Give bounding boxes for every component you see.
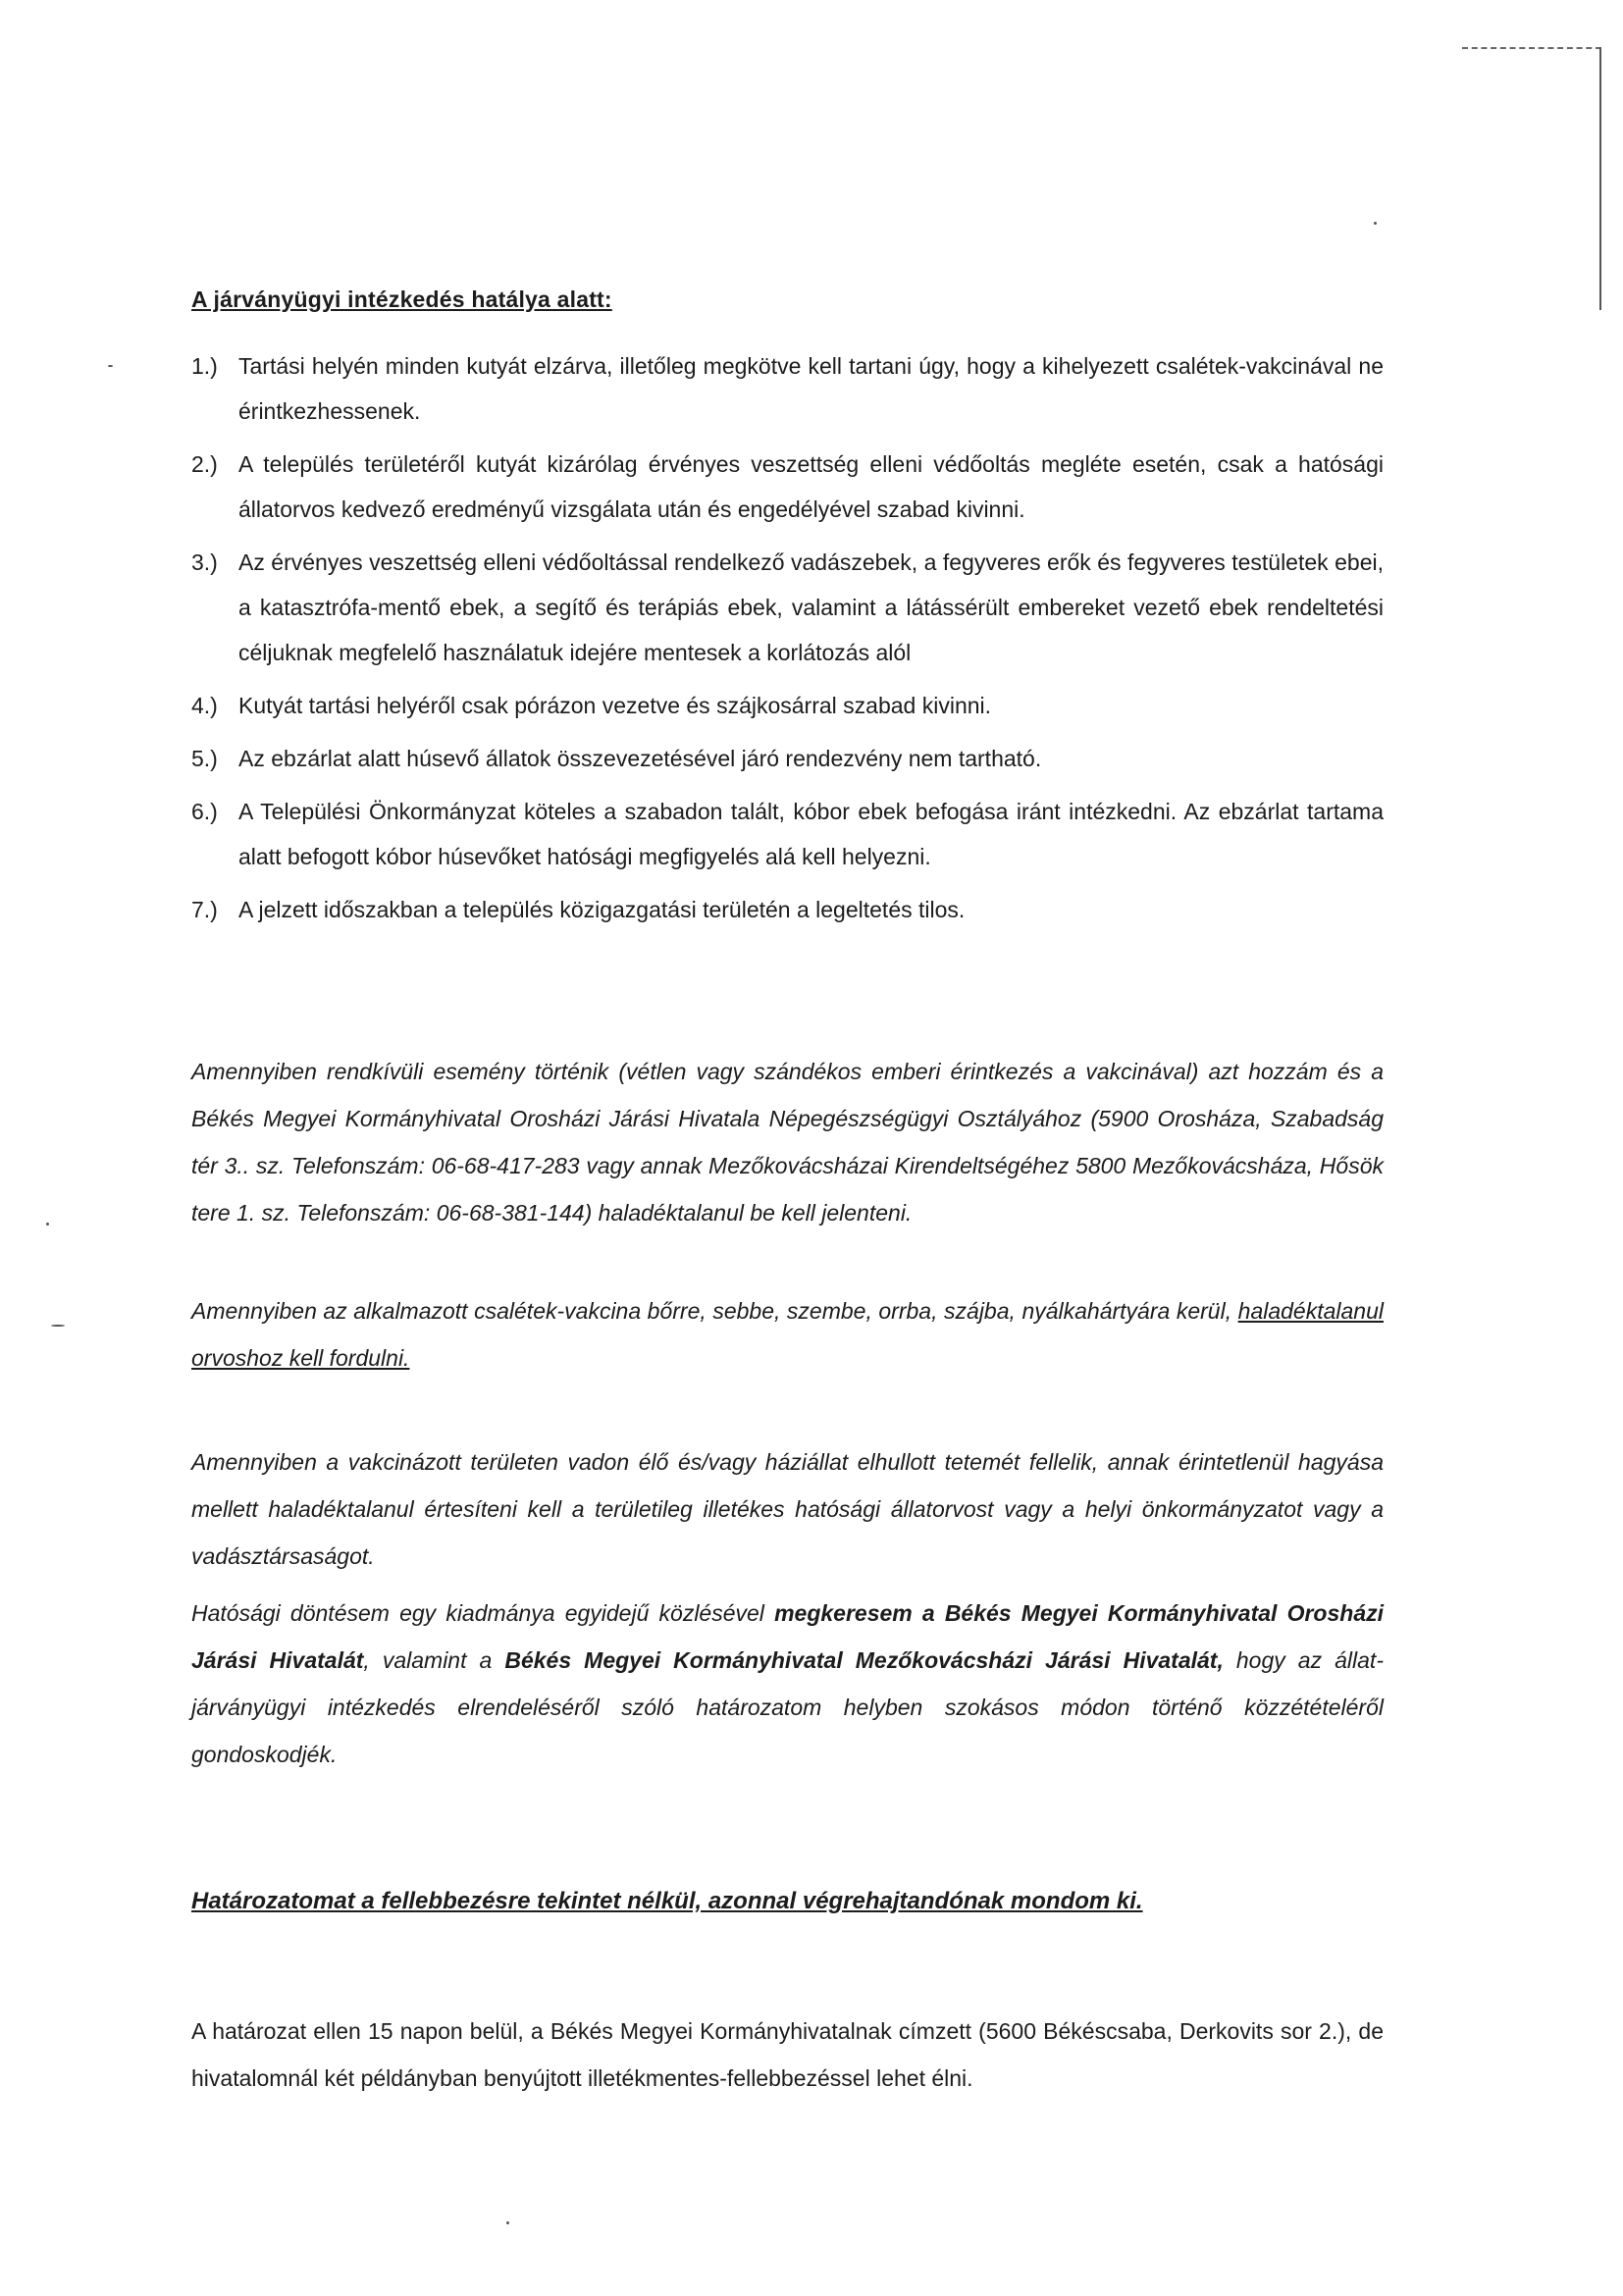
scan-speck — [51, 1325, 65, 1327]
item-number: 1.) — [191, 353, 218, 379]
notice-authority-1: megkeresem a Békés Megyei Kormányhivatal Orosházi Járási Hivatalát — [191, 1600, 1384, 1673]
notice-paragraph — [191, 1590, 1384, 1778]
scan-edge-mark — [1599, 47, 1601, 310]
scan-corner-mark — [1462, 47, 1601, 49]
list-item — [191, 683, 1384, 728]
list-item — [191, 540, 1384, 675]
item-number: 5.) — [191, 746, 218, 771]
item-text: Tartási helyén minden kutyát elzárva, illetőleg megkötve kell tartani úgy, hogy a kihelyezett csalétek-vakcinával ne érintkezhessenek. — [238, 353, 1384, 424]
item-number: 4.) — [191, 693, 218, 718]
list-item — [191, 887, 1384, 932]
section-heading: A járványügyi intézkedés hatálya alatt: — [191, 287, 612, 312]
item-number: 6.) — [191, 799, 218, 824]
appeal-paragraph: A határozat ellen 15 napon belül, a Békés Megyei Kormányhivatalnak címzett (5600 Békéscsaba, Derkovits sor 2.), de hivatalomnál két példányban benyújtott illetékmentes-fellebbezéssel lehet élni. — [191, 2018, 1384, 2091]
notice-text: hogy az állat-járványügyi intézkedés elrendeléséről szóló határozatom helyben szokásos módon történő közzétételéről gondoskodjék. — [191, 1647, 1384, 1767]
item-text: Az ebzárlat alatt húsevő állatok összevezetésével járó rendezvény nem tartható. — [238, 746, 1042, 771]
incident-paragraph: Amennyiben rendkívüli esemény történik (vétlen vagy szándékos emberi érintkezés a vakcinával) azt hozzám és a Békés Megyei Kormányhivatal Orosházi Járási Hivatala Népegészségügyi Osztályához (5900 Orosháza, Szabadság tér 3.. sz. Telefonszám: 06-68-417-283 vagy annak Mezőkovácsházai Kirendeltségéhez 5800 Mezőkovácsháza, Hősök tere 1. sz. Telefonszám: 06-68-381-144) haladéktalanul be kell jelenteni. — [191, 1059, 1384, 1226]
item-text: A jelzett időszakban a település közigazgatási területén a legeltetés tilos. — [238, 897, 966, 922]
see-doctor-text: haladéktalanul orvoshoz kell fordulni. — [191, 1298, 1384, 1371]
carcass-paragraph: Amennyiben a vakcinázott területen vadon élő és/vagy háziállat elhullott tetemét fellelik, annak érintetlenül hagyása mellett haladéktalanul értesíteni kell a területileg illetékes hatósági állatorvost vagy a helyi önkormányzatot vagy a vadásztársaságot. — [191, 1449, 1384, 1569]
scan-speck — [108, 365, 113, 367]
notice-text: Hatósági döntésem egy kiadmánya egyidejű közlésével — [191, 1600, 775, 1626]
list-item — [191, 442, 1384, 532]
notice-authority-2: Békés Megyei Kormányhivatal Mezőkovácsházi Járási Hivatalát, — [504, 1647, 1224, 1673]
numbered-list — [191, 343, 1384, 940]
scan-speck — [46, 1223, 49, 1226]
scan-speck — [1374, 222, 1377, 225]
item-text: Kutyát tartási helyéről csak pórázon vezetve és szájkosárral szabad kivinni. — [238, 693, 992, 718]
enforcement-statement: Határozatomat a fellebbezésre tekintet nélkül, azonnal végrehajtandónak mondom ki. — [191, 1888, 1143, 1914]
notice-text: , valamint a — [363, 1647, 505, 1673]
list-item — [191, 789, 1384, 879]
list-item — [191, 343, 1384, 434]
item-text: A település területéről kutyát kizárólag érvényes veszettség elleni védőoltás megléte esetén, csak a hatósági állatorvos kedvező eredményű vizsgálata után és engedélyével szabad kivinni. — [238, 451, 1384, 522]
item-number: 7.) — [191, 897, 218, 922]
vaccine-contact-text: Amennyiben az alkalmazott csalétek-vakcina bőrre, sebbe, szembe, orrba, szájba, nyálkahártyára kerül, — [191, 1298, 1238, 1324]
scan-speck — [506, 2221, 509, 2224]
vaccine-contact-paragraph — [191, 1287, 1384, 1382]
item-number: 2.) — [191, 451, 218, 477]
item-text: A Települési Önkormányzat köteles a szabadon talált, kóbor ebek befogása iránt intézkedni. Az ebzárlat tartama alatt befogott kóbor húsevőket hatósági megfigyelés alá kell helyezni. — [238, 799, 1384, 869]
item-number: 3.) — [191, 549, 218, 575]
list-item — [191, 736, 1384, 781]
item-text: Az érvényes veszettség elleni védőoltással rendelkező vadászebek, a fegyveres erők és fegyveres testületek ebei, a katasztrófa-mentő ebek, a segítő és terápiás ebek, valamint a látássérült embereket vezető ebek rendeltetési céljuknak megfelelő használatuk idejére mentesek a korlátozás alól — [238, 549, 1384, 665]
